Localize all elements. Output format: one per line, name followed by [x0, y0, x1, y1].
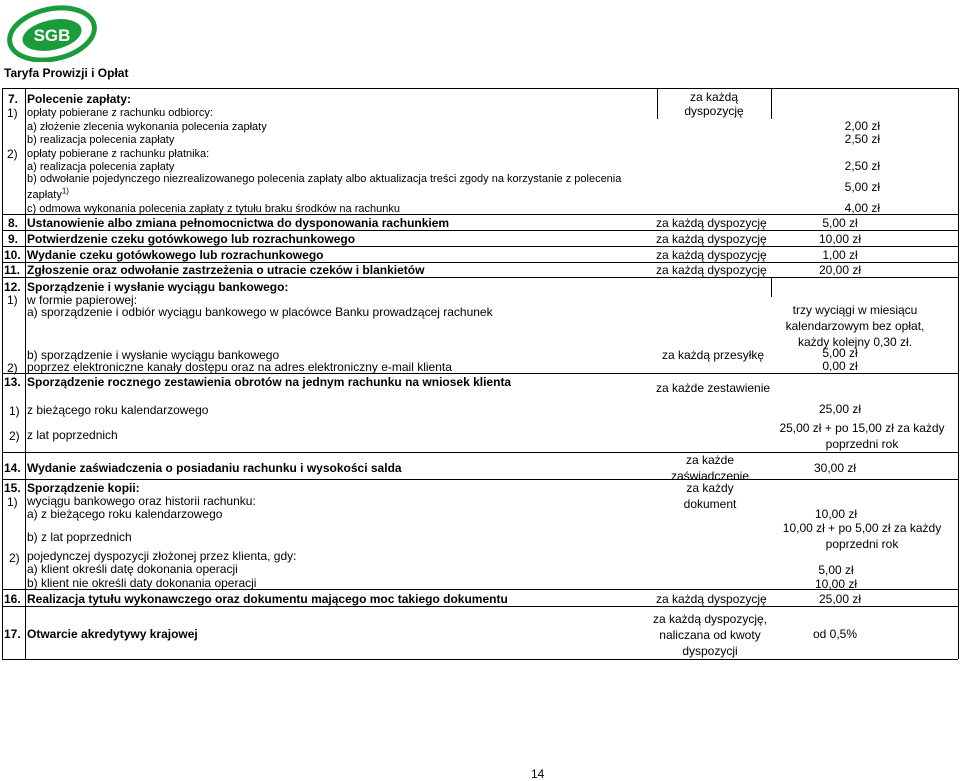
fee-value: 1,00 zł [822, 248, 858, 262]
row-number: 12. [4, 280, 21, 294]
item-number: 1) [7, 293, 18, 307]
row-number: 9. [8, 232, 19, 246]
fee-value: 25,00 zł + po 15,00 zł za każdy poprzedni rok [779, 421, 945, 451]
fee-value: 2,50 zł [844, 132, 880, 146]
item-label: b) realizacja polecenia zapłaty [27, 134, 175, 146]
fee-frequency: za każdą dyspozycję, naliczana od kwoty dyspozycji [652, 612, 768, 658]
item-number: 2) [9, 429, 20, 443]
svg-text:SGB: SGB [33, 26, 71, 45]
item-label: a) sporządzenie i odbiór wyciągu bankowego w placówce Banku prowadzącej rachunek [27, 305, 493, 319]
section-title: Zgłoszenie oraz odwołanie zastrzeżenia o utracie czeków i blankietów [27, 263, 425, 277]
fee-frequency: za każdy dokument [683, 481, 737, 511]
fee-frequency: za każdą przesyłkę [662, 348, 765, 362]
item-label: a) klient określi datę dokonania operacji [27, 562, 238, 576]
section-title: Ustanowienie albo zmiana pełnomocnictwa do dysponowania rachunkiem [27, 216, 450, 230]
item-label: wyciągu bankowego oraz historii rachunku: [27, 494, 256, 508]
section-title: Sporządzenie kopii: [27, 481, 140, 495]
item-number: 1) [7, 106, 18, 120]
fee-value: 5,00 zł [822, 216, 858, 230]
item-number: 2) [7, 361, 18, 375]
fee-frequency: za każdą dyspozycję [656, 232, 767, 246]
row-number: 16. [4, 592, 21, 606]
fee-frequency: za każde zestawienie [656, 381, 771, 395]
item-label: z bieżącego roku kalendarzowego [27, 403, 209, 417]
document-title: Taryfa Prowizji i Opłat [4, 66, 129, 80]
row-number: 7. [8, 92, 19, 106]
fee-frequency: za każdą dyspozycję [656, 248, 767, 262]
fee-value: 10,00 zł [814, 577, 858, 591]
item-label: z lat poprzednich [27, 428, 118, 442]
fee-value: od 0,5% [812, 627, 858, 641]
item-label: c) odmowa wykonania polecenia zapłaty z tytułu braku środków na rachunku [27, 203, 400, 215]
fee-value: 10,00 zł + po 5,00 zł za każdy poprzedni rok [782, 521, 942, 551]
fee-value: 4,00 zł [844, 201, 880, 215]
section-title: Sporządzenie rocznego zestawienia obrotów na jednym rachunku na wniosek klienta [27, 375, 512, 389]
fee-value: 5,00 zł [818, 563, 854, 577]
item-number: 1) [7, 495, 18, 509]
section-title: Wydanie czeku gotówkowego lub rozrachunkowego [27, 248, 324, 262]
item-number: 2) [7, 147, 18, 161]
fee-value: 25,00 zł [818, 592, 862, 606]
fee-value: 20,00 zł [818, 263, 862, 277]
row-number: 15. [4, 481, 21, 495]
fee-value: 5,00 zł [822, 346, 858, 360]
fee-value: 2,00 zł [844, 119, 880, 133]
item-label: b) z lat poprzednich [27, 530, 132, 544]
sgb-logo [6, 4, 98, 62]
row-number: 13. [4, 375, 21, 389]
row-number: 11. [4, 263, 21, 277]
row-number: 14. [4, 461, 21, 475]
fee-value: trzy wyciągi w miesiącu kalendarzowym bez opłat, każdy kolejny 0,30 zł. [785, 303, 925, 349]
section-title: Realizacja tytułu wykonawczego oraz dokumentu mającego moc takiego dokumentu [27, 592, 508, 606]
item-label: b) odwołanie pojedynczego niezrealizowanego polecenia zapłaty albo aktualizacja treści zgody na korzystanie z polecenia zapłaty$^{1)}$ [27, 173, 622, 201]
section-title: Sporządzenie i wysłanie wyciągu bankowego: [27, 280, 289, 294]
fee-value: 30,00 zł [813, 461, 857, 475]
item-label: opłaty pobierane z rachunku płatnika: [27, 148, 210, 160]
section-title: Otwarcie akredytywy krajowej [27, 627, 198, 641]
fee-value: 2,50 zł [844, 159, 880, 173]
item-label: b) sporządzenie i wysłanie wyciągu bankowego [27, 348, 280, 362]
section-title: Wydanie zaświadczenia o posiadaniu rachunku i wysokości salda [27, 461, 402, 475]
item-label: a) realizacja polecenia zapłaty [27, 161, 175, 173]
fee-value: 10,00 zł [814, 507, 858, 521]
item-label: opłaty pobierane z rachunku odbiorcy: [27, 107, 213, 119]
fee-frequency: za każdą dyspozycję [656, 592, 767, 606]
item-number: 2) [9, 551, 20, 565]
fee-frequency: za każdą dyspozycję [684, 90, 744, 118]
row-number: 10. [4, 248, 21, 262]
fee-frequency: za każde zaświadczenie [670, 453, 750, 483]
item-label: w formie papierowej: [27, 293, 138, 307]
page-number: 14 [531, 767, 545, 781]
item-label: a) z bieżącego roku kalendarzowego [27, 507, 223, 521]
fee-value: 25,00 zł [818, 402, 862, 416]
section-title: Polecenie zapłaty: [27, 92, 132, 106]
section-title: Potwierdzenie czeku gotówkowego lub rozrachunkowego [27, 232, 356, 246]
fee-frequency: za każdą dyspozycję [656, 263, 767, 277]
item-number: 1) [9, 404, 20, 418]
item-label: poprzez elektroniczne kanały dostępu oraz na adres elektroniczny e-mail klienta [27, 360, 452, 374]
fee-value: 5,00 zł [844, 180, 880, 194]
item-label: b) klient nie określi daty dokonania operacji [27, 576, 257, 590]
fee-value: 10,00 zł [818, 232, 862, 246]
item-label: pojedynczej dyspozycji złożonej przez klienta, gdy: [27, 549, 297, 563]
row-number: 17. [4, 627, 21, 641]
item-label: a) złożenie zlecenia wykonania polecenia zapłaty [27, 121, 267, 133]
row-number: 8. [8, 216, 19, 230]
fee-frequency: za każdą dyspozycję [656, 216, 767, 230]
fee-value: 0,00 zł [822, 359, 858, 373]
